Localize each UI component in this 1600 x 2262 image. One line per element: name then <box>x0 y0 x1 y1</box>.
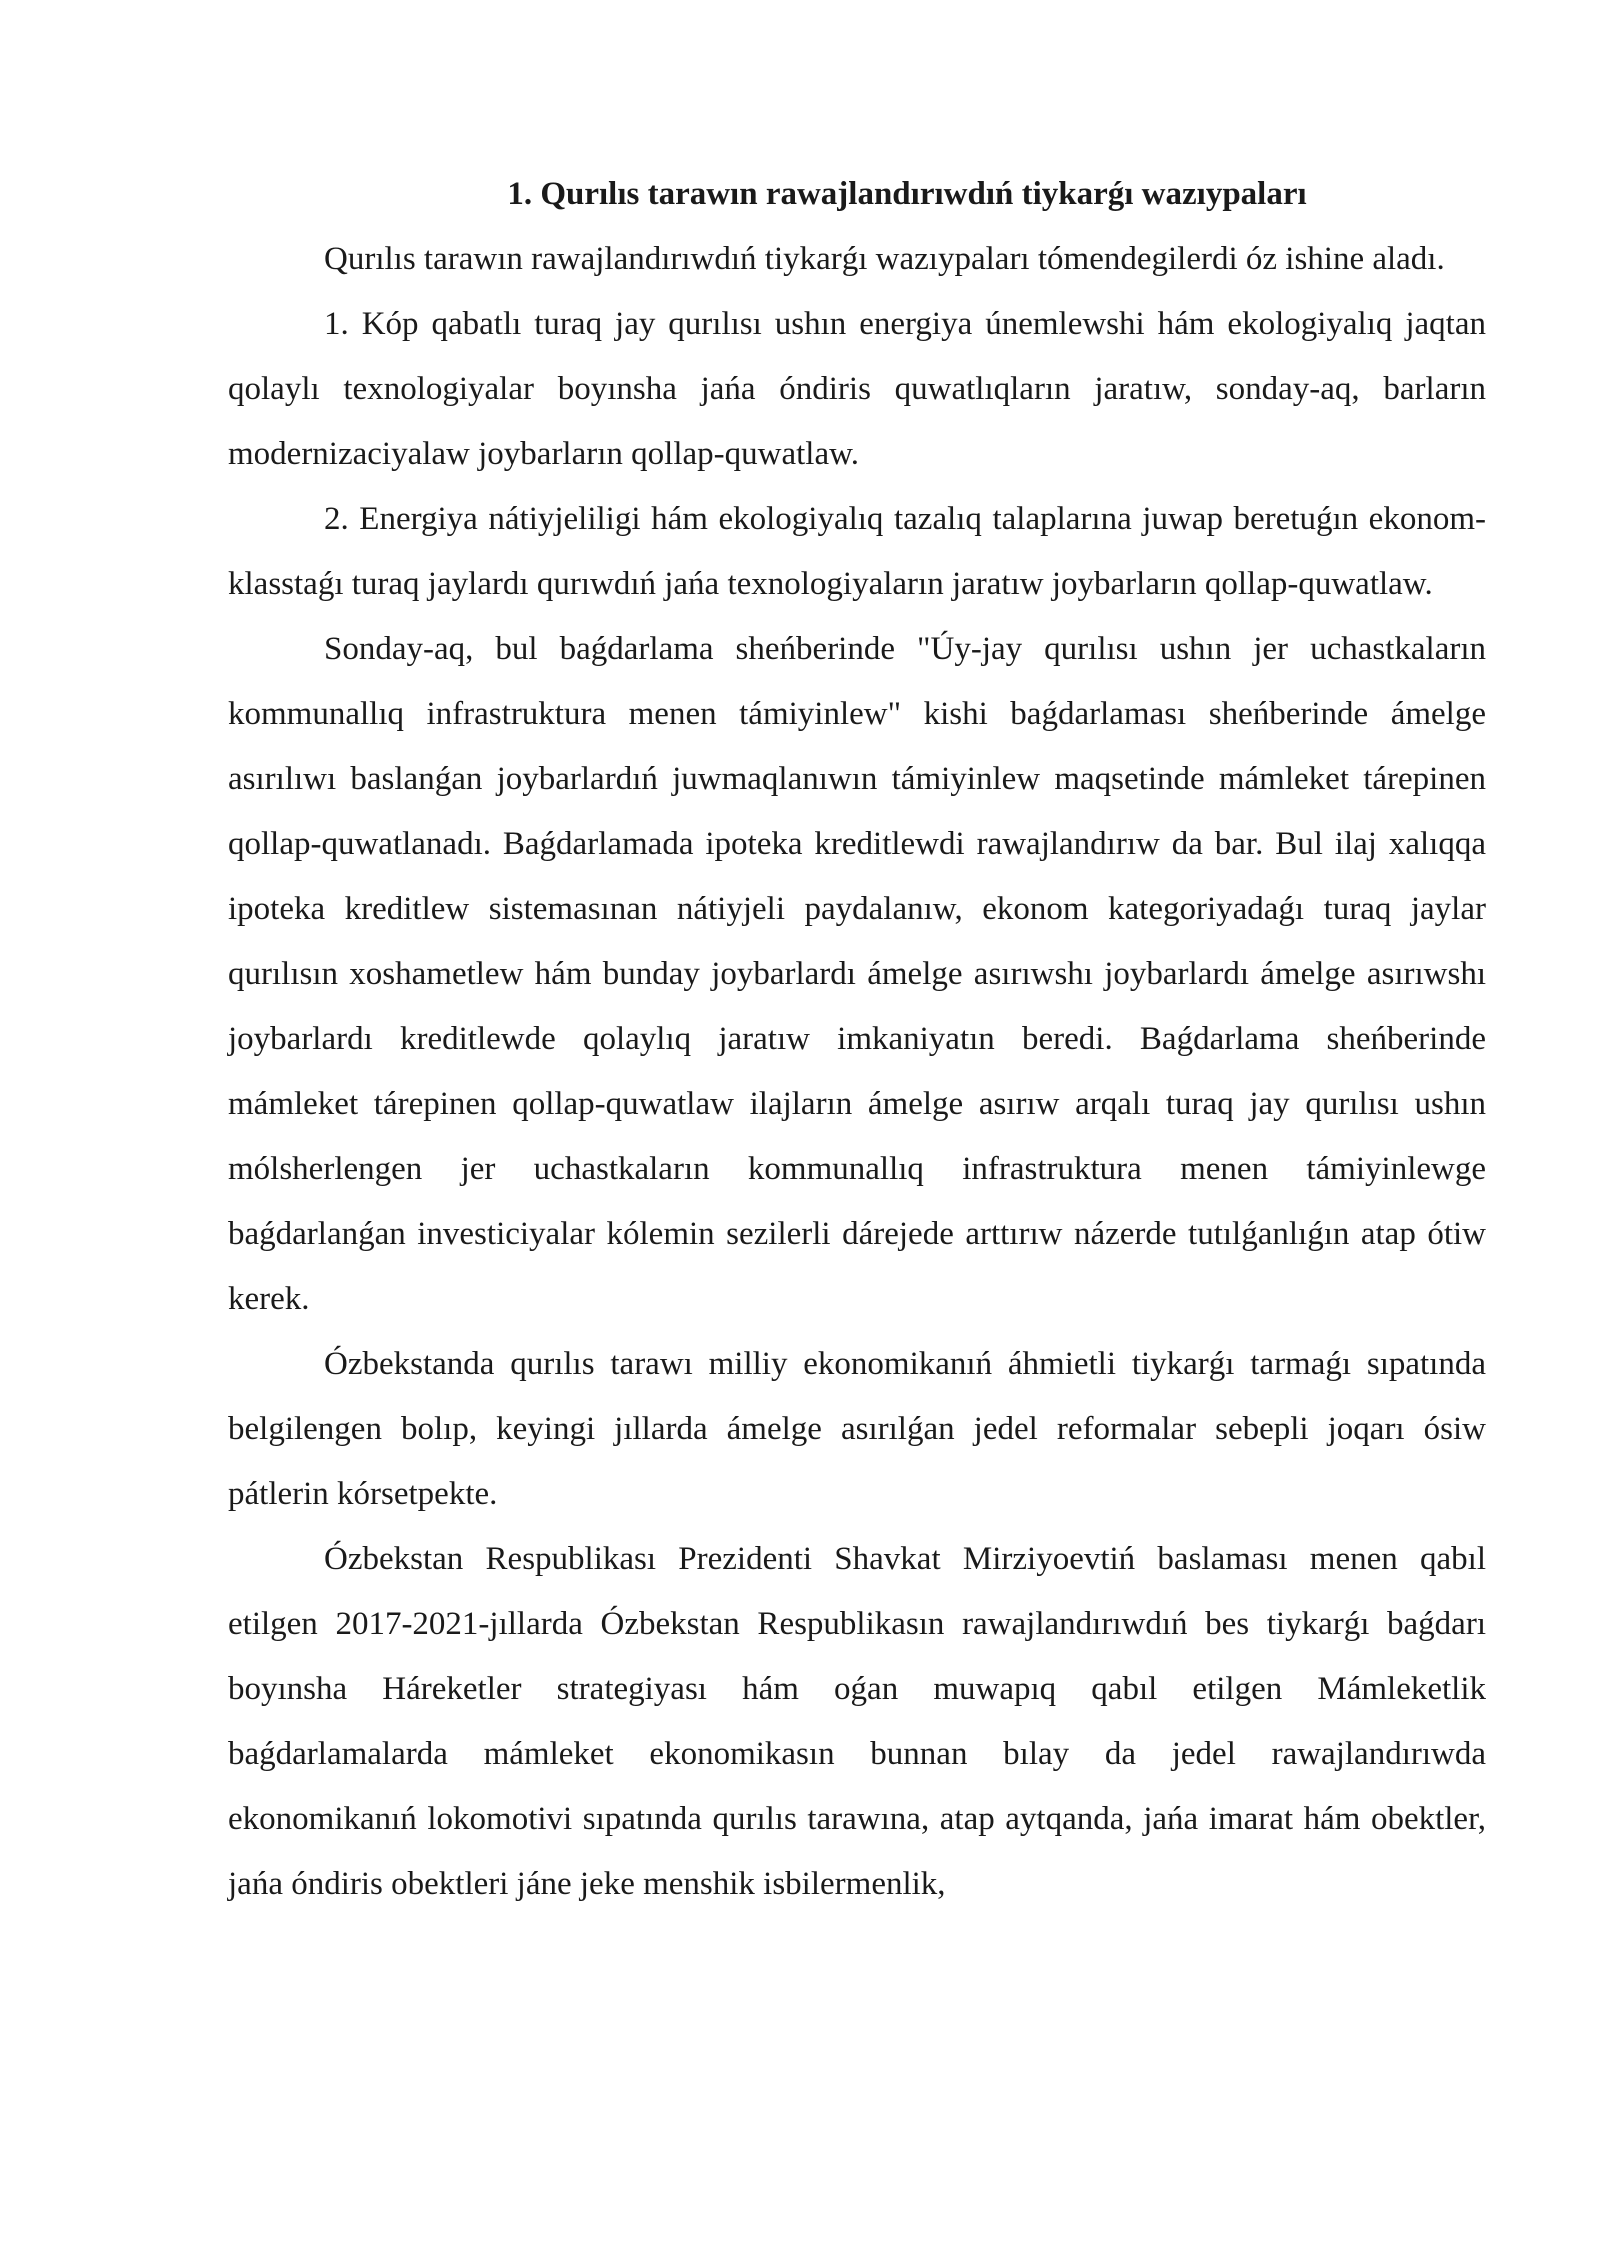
paragraph-item-2: 2. Energiya nátiyjeliligi hám ekologiyalıq tazalıq talaplarına juwap beretuǵın ekonom-klasstaǵı turaq jaylardı qurıwdıń jańa texnologiyaların jaratıw joybarların qollap-quwatlaw. <box>228 501 1486 602</box>
paragraph-program: Sonday-aq, bul baǵdarlama sheńberinde "Úy-jay qurılısı ushın jer uchastkaların kommunallıq infrastruktura menen támiyinlew" kishi baǵdarlaması sheńberinde ámelge asırılıwı baslanǵan joybarlardıń juwmaqlanıwın támiyinlew maqsetinde mámleket tárepinen qollap-quwatlanadı. Baǵdarlamada ipoteka kreditlewdi rawajlandırıw da bar. Bul ilaj xalıqqa ipoteka kreditlew sistemasınan nátiyjeli paydalanıw, ekonom kategoriyadaǵı turaq jaylar qurılısın xoshametlew hám bunday joybarlardı ámelge asırıwshı joybarlardı ámelge asırıwshı joybarlardı kreditlewde qolaylıq jaratıw imkaniyatın beredi. Baǵdarlama sheńberinde mámleket tárepinen qollap-quwatlaw ilajların ámelge asırıw arqalı turaq jay qurılısı ushın mólsherlengen jer uchastkaların kommunallıq infrastruktura menen támiyinlewge baǵdarlanǵan investiciyalar kólemin sezilerli dárejede arttırıw názerde tutılǵanlıǵın atap ótiw kerek. <box>228 631 1486 1317</box>
paragraph-item-1: 1. Kóp qabatlı turaq jay qurılısı ushın energiya únemlewshi hám ekologiyalıq jaqtan qolaylı texnologiyalar boyınsha jańa óndiris quwatlıqların jaratıw, sonday-aq, barların modernizaciyalaw joybarların qollap-quwatlaw. <box>228 306 1486 472</box>
paragraph-intro: Qurılıs tarawın rawajlandırıwdıń tiykarǵı wazıypaları tómendegilerdi óz ishine aladı. <box>324 241 1445 277</box>
section-heading: 1. Qurılıs tarawın rawajlandırıwdıń tiykarǵı wazıypaları <box>507 176 1307 212</box>
document-page <box>228 162 1486 1917</box>
paragraph-president-strategy: Ózbekstan Respublikası Prezidenti Shavkat Mirziyoevtiń baslaması menen qabıl etilgen 2017-2021-jıllarda Ózbekstan Respublikasın rawajlandırıwdıń bes tiykarǵı baǵdarı boyınsha Háreketler strategiyası hám oǵan muwapıq qabıl etilgen Mámleketlik baǵdarlamalarda mámleket ekonomikasın bunnan bılay da jedel rawajlandırıwda ekonomikanıń lokomotivi sıpatında qurılıs tarawına, atap aytqanda, jańa imarat hám obektler, jańa óndiris obektleri jáne jeke menshik isbilermenlik, <box>228 1541 1486 1902</box>
paragraph-uzbekistan-construction: Ózbekstanda qurılıs tarawı milliy ekonomikanıń áhmietli tiykarǵı tarmaǵı sıpatında belgilengen bolıp, keyingi jıllarda ámelge asırılǵan jedel reformalar sebepli joqarı ósiw pátlerin kórsetpekte. <box>228 1346 1486 1512</box>
